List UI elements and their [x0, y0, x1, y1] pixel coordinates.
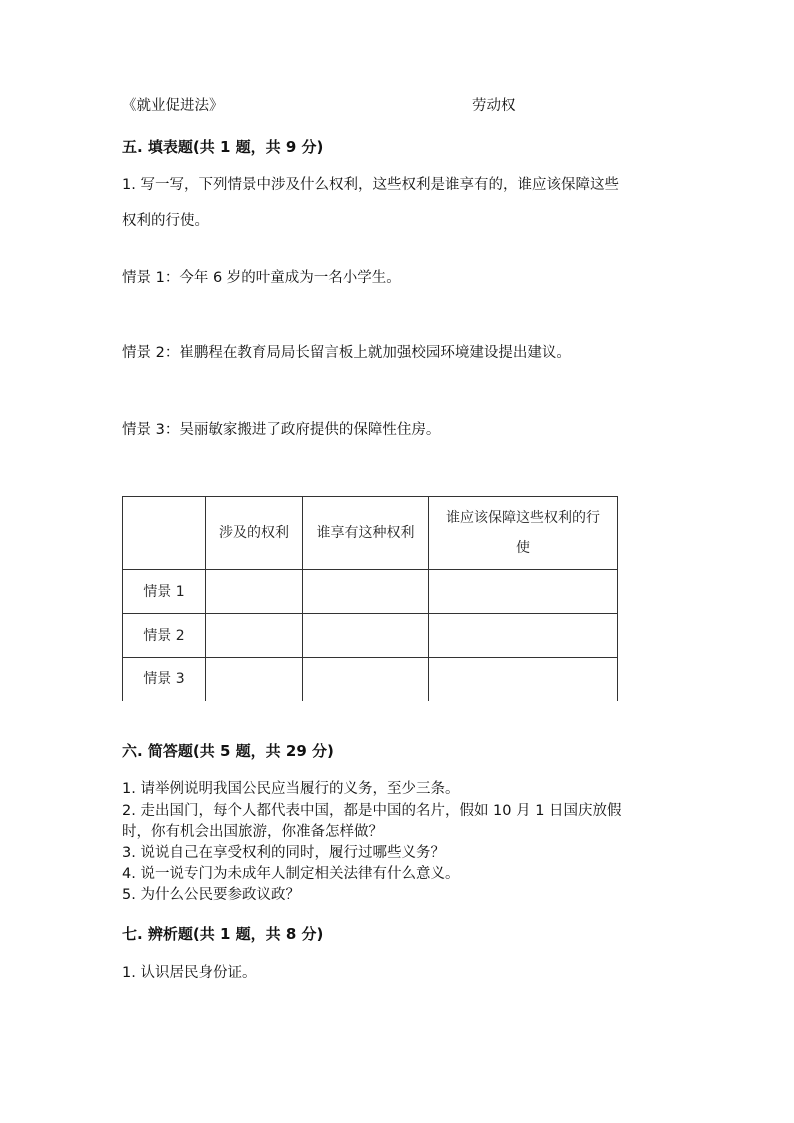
table-cell[interactable]: [206, 570, 303, 614]
scene3-text: 情景 3：吴丽敏家搬进了政府提供的保障性住房。: [122, 422, 441, 438]
table-header-text: 谁应该保障这些权利的行使: [446, 510, 600, 556]
section6-item: 2. 走出国门，每个人都代表中国，都是中国的名片，假如 10 月 1 日国庆放假: [122, 803, 622, 819]
answer-table: [122, 496, 618, 701]
law-name-text: 《就业促进法》: [122, 98, 224, 114]
scene1-text: 情景 1：今年 6 岁的叶童成为一名小学生。: [122, 270, 401, 286]
section6-item: 3. 说说自己在享受权利的同时，履行过哪些义务？: [122, 845, 445, 861]
section5-question-line1: 1. 写一写，下列情景中涉及什么权利，这些权利是谁享有的，谁应该保障这些: [122, 177, 619, 193]
table-header-row: [123, 497, 618, 570]
table-row: [123, 658, 618, 701]
section6-item: 1. 请举例说明我国公民应当履行的义务，至少三条。: [122, 781, 460, 797]
table-row: [123, 570, 618, 614]
table-row: [123, 614, 618, 658]
table-row-label: 情景 3: [123, 658, 206, 701]
section6-item: 时，你有机会出国旅游，你准备怎样做？: [122, 824, 383, 840]
table-cell[interactable]: [429, 614, 618, 658]
table-cell[interactable]: [303, 570, 429, 614]
table-cell[interactable]: [206, 658, 303, 701]
table-header-cell: [429, 497, 618, 570]
table-cell[interactable]: [429, 570, 618, 614]
table-header-cell: 谁享有这种权利: [303, 497, 429, 570]
table-row-label: 情景 2: [123, 614, 206, 658]
section5-heading: 五. 填表题(共 1 题，共 9 分): [122, 138, 324, 156]
section6-heading: 六. 简答题(共 5 题，共 29 分): [122, 742, 334, 760]
section5-question-line2: 权利的行使。: [122, 213, 209, 229]
table-cell[interactable]: [303, 614, 429, 658]
table-cell[interactable]: [206, 614, 303, 658]
table-header-cell: 涉及的权利: [206, 497, 303, 570]
table-row-label: 情景 1: [123, 570, 206, 614]
table-cell[interactable]: [303, 658, 429, 701]
right-name-text: 劳动权: [472, 98, 516, 114]
table-header-cell: [123, 497, 206, 570]
section7-item: 1. 认识居民身份证。: [122, 965, 257, 981]
section7-heading: 七. 辨析题(共 1 题，共 8 分): [122, 925, 324, 943]
scene2-text: 情景 2：崔鹏程在教育局局长留言板上就加强校园环境建设提出建议。: [122, 345, 571, 361]
section6-item: 5. 为什么公民要参政议政？: [122, 887, 300, 903]
section6-item: 4. 说一说专门为未成年人制定相关法律有什么意义。: [122, 866, 460, 882]
table-cell[interactable]: [429, 658, 618, 701]
